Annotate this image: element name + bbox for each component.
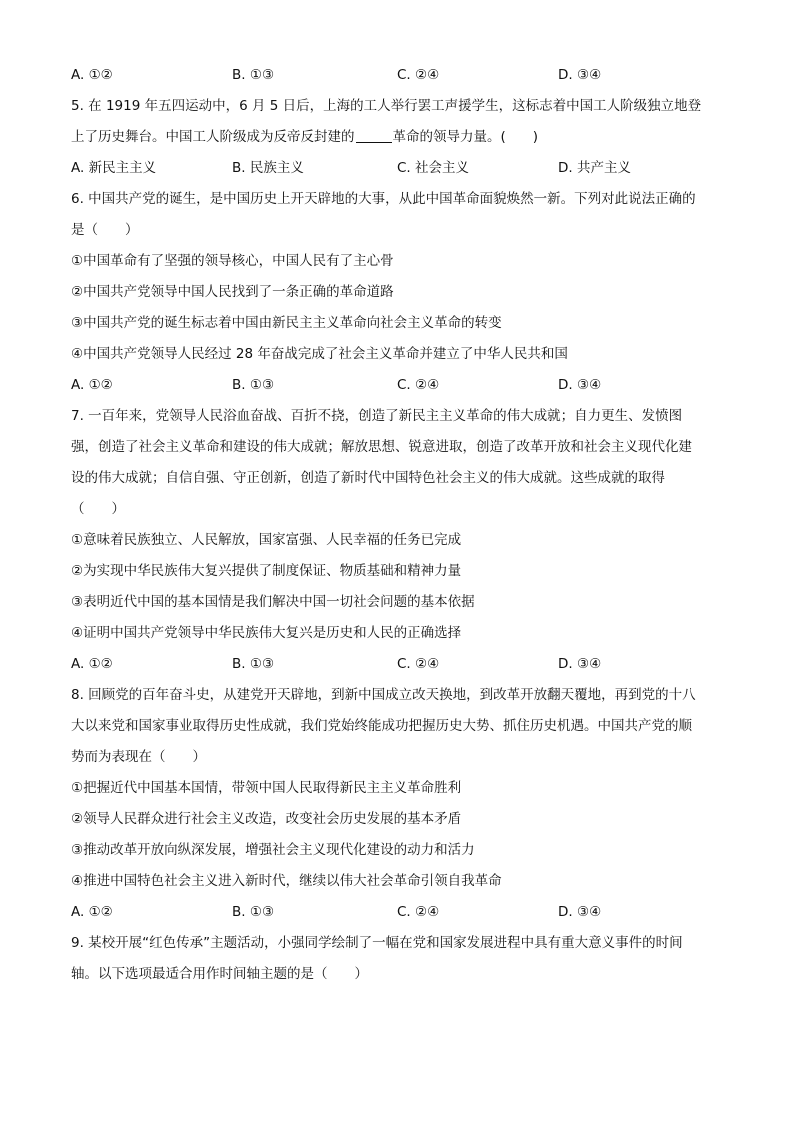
q8-item-4: ④推进中国特色社会主义进入新时代，继续以伟大社会革命引领自我革命 [71, 873, 502, 889]
q5-option-d: D. 共产主义 [558, 160, 631, 176]
q8-stem-line-2: 大以来党和国家事业取得历史性成就，我们党始终能成功把握历史大势、抓住历史机遇。中国共产党的顺 [71, 718, 692, 734]
q7-option-d: D. ③④ [558, 656, 602, 672]
q7-stem-line-1: 7. 一百年来，党领导人民浴血奋战、百折不挠，创造了新民主主义革命的伟大成就；自力更生、发愤图 [71, 408, 683, 424]
q4-option-c: C. ②④ [397, 67, 440, 83]
q5-option-a: A. 新民主主义 [71, 160, 157, 176]
q5-stem-post: 革命的领导力量。( ) [392, 129, 539, 145]
q8-option-d: D. ③④ [558, 904, 602, 920]
q4-options [71, 63, 731, 94]
q4-option-d: D. ③④ [558, 67, 602, 83]
q7-stem-line-2: 强，创造了社会主义革命和建设的伟大成就；解放思想、锐意进取，创造了改革开放和社会主义现代化建 [71, 439, 692, 455]
q5-stem-line-1: 5. 在 1919 年五四运动中，6 月 5 日后，上海的工人举行罢工声援学生，这标志着中国工人阶级独立地登 [71, 98, 702, 114]
q6-option-a: A. ①② [71, 377, 113, 393]
q7-stem-line-4: （ ） [71, 501, 125, 517]
q5-option-b: B. 民族主义 [232, 160, 304, 176]
exam-page [71, 63, 731, 993]
q8-option-c: C. ②④ [397, 904, 440, 920]
q7-item-1: ①意味着民族独立、人民解放，国家富强、人民幸福的任务已完成 [71, 532, 462, 548]
q8-option-b: B. ①③ [232, 904, 275, 920]
q6-item-3: ③中国共产党的诞生标志着中国由新民主主义革命向社会主义革命的转变 [71, 315, 502, 331]
q8-item-3: ③推动改革开放向纵深发展，增强社会主义现代化建设的动力和活力 [71, 842, 475, 858]
q4-option-b: B. ①③ [232, 67, 275, 83]
q6-option-b: B. ①③ [232, 377, 275, 393]
q7-item-2: ②为实现中华民族伟大复兴提供了制度保证、物质基础和精神力量 [71, 563, 462, 579]
q7-stem-line-3: 设的伟大成就；自信自强、守正创新，创造了新时代中国特色社会主义的伟大成就。这些成就的取得 [71, 470, 665, 486]
q6-stem-line-1: 6. 中国共产党的诞生，是中国历史上开天辟地的大事，从此中国革命面貌焕然一新。下列对此说法正确的 [71, 191, 696, 207]
q5-fill-blank [356, 128, 392, 143]
q8-item-1: ①把握近代中国基本国情，带领中国人民取得新民主主义革命胜利 [71, 780, 462, 796]
q8-options [71, 900, 731, 931]
q6-stem-line-2: 是（ ） [71, 222, 139, 238]
q7-option-c: C. ②④ [397, 656, 440, 672]
q7-options [71, 652, 731, 683]
q7-option-a: A. ①② [71, 656, 113, 672]
q5-stem-pre: 上了历史舞台。中国工人阶级成为反帝反封建的 [71, 129, 355, 145]
q5-options [71, 156, 731, 187]
q4-option-a: A. ①② [71, 67, 113, 83]
q5-stem-line-2 [71, 125, 731, 156]
q9-stem-line-2: 轴。以下选项最适合用作时间轴主题的是（ ） [71, 966, 368, 982]
q7-option-b: B. ①③ [232, 656, 275, 672]
q7-item-3: ③表明近代中国的基本国情是我们解决中国一切社会问题的基本依据 [71, 594, 475, 610]
q6-item-2: ②中国共产党领导中国人民找到了一条正确的革命道路 [71, 284, 394, 300]
q8-stem-line-3: 势而为表现在（ ） [71, 749, 206, 765]
q9-stem-line-1: 9. 某校开展“红色传承”主题活动，小强同学绘制了一幅在党和国家发展进程中具有重大意义事件的时间 [71, 935, 683, 951]
q8-option-a: A. ①② [71, 904, 113, 920]
q8-stem-line-1: 8. 回顾党的百年奋斗史，从建党开天辟地，到新中国成立改天换地，到改革开放翻天覆地，再到党的十八 [71, 687, 696, 703]
q6-option-c: C. ②④ [397, 377, 440, 393]
q6-item-4: ④中国共产党领导人民经过 28 年奋战完成了社会主义革命并建立了中华人民共和国 [71, 346, 568, 362]
q6-option-d: D. ③④ [558, 377, 602, 393]
q5-option-c: C. 社会主义 [397, 160, 470, 176]
q6-options [71, 373, 731, 404]
q6-item-1: ①中国革命有了坚强的领导核心，中国人民有了主心骨 [71, 253, 394, 269]
q8-item-2: ②领导人民群众进行社会主义改造，改变社会历史发展的基本矛盾 [71, 811, 462, 827]
q7-item-4: ④证明中国共产党领导中华民族伟大复兴是历史和人民的正确选择 [71, 625, 462, 641]
